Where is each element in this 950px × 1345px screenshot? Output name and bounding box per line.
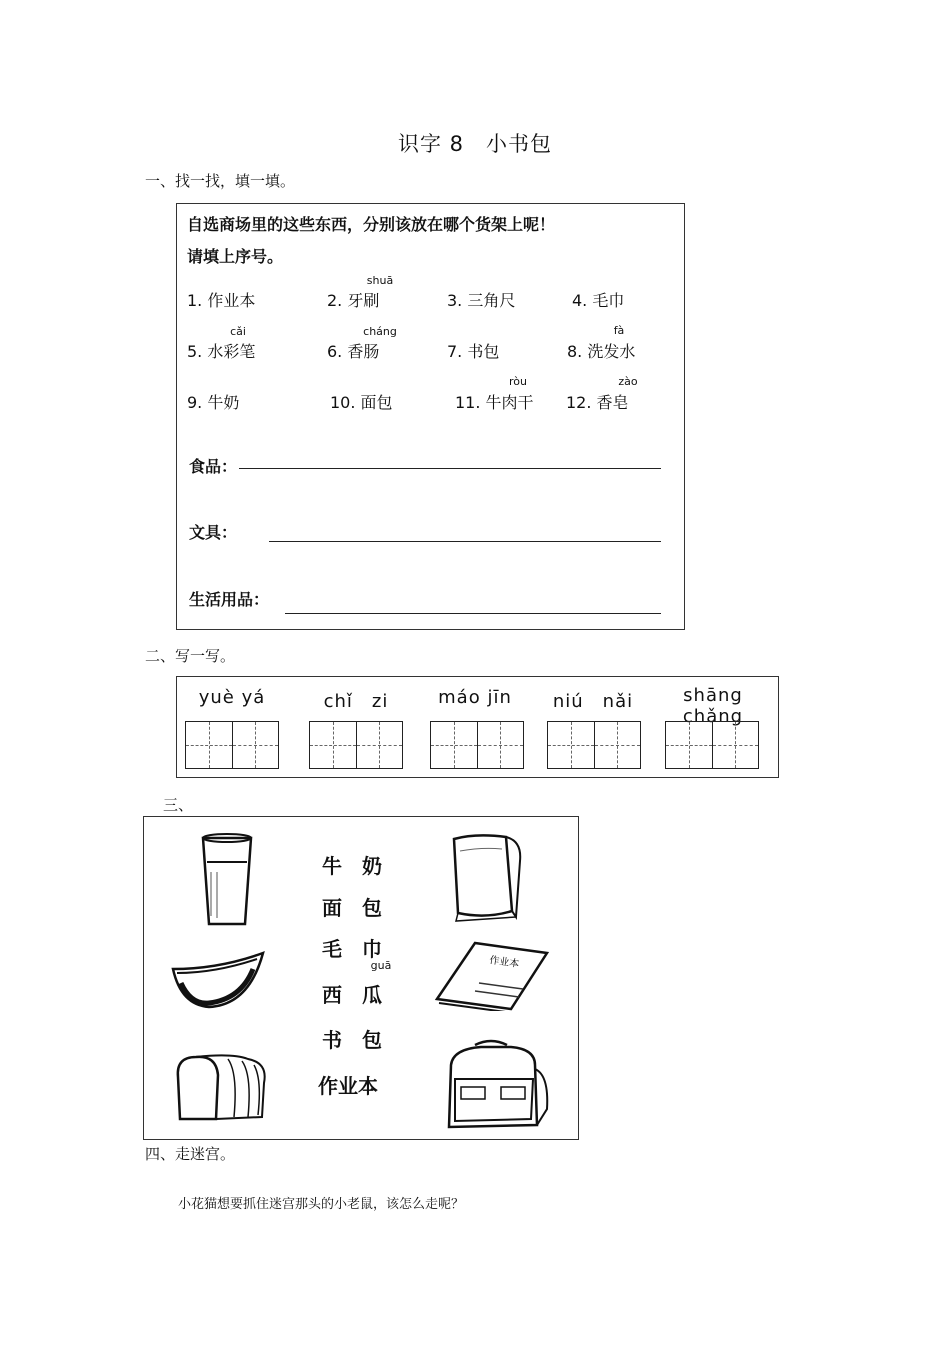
writing-grid-1[interactable] <box>185 721 279 769</box>
stationery-answer-line[interactable] <box>269 541 661 542</box>
item-2: 2. 牙刷 <box>327 291 380 310</box>
item-8: 8. 洗发水 <box>567 342 636 361</box>
item-7: 7. 书包 <box>447 342 500 361</box>
match-word-watermelon: 西 瓜 <box>322 983 382 1007</box>
section4-heading: 四、走迷宫。 <box>145 1145 236 1163</box>
food-answer-line[interactable] <box>239 468 661 469</box>
match-word-schoolbag: 书 包 <box>322 1028 382 1052</box>
pinyin-word-3: máo jīn <box>438 687 512 708</box>
writing-grid-4[interactable] <box>547 721 641 769</box>
watermelon-icon <box>169 949 269 1011</box>
milk-glass-icon <box>199 832 255 928</box>
section2-box <box>176 676 779 778</box>
section3-heading: 三、 <box>163 796 194 814</box>
section3-box <box>143 816 579 1140</box>
match-word-notebook: 作业本 <box>318 1074 378 1098</box>
item-5: 5. 水彩笔 <box>187 342 256 361</box>
item-1: 1. 作业本 <box>187 291 256 310</box>
pinyin-8: fà <box>613 324 625 337</box>
maze-question: 小花猫想要抓住迷宫那头的小老鼠，该怎么走呢？ <box>178 1197 465 1212</box>
school-bag-icon <box>441 1039 551 1133</box>
match-word-bread: 面 包 <box>322 896 382 920</box>
match-word-milk: 牛 奶 <box>322 854 382 878</box>
item-3: 3. 三角尺 <box>447 291 516 310</box>
towel-icon <box>446 831 526 927</box>
pinyin-12: zào <box>618 375 638 388</box>
notebook-icon <box>431 939 551 1011</box>
item-10: 10. 面包 <box>330 393 393 412</box>
section2-heading: 二、写一写。 <box>145 647 236 665</box>
writing-grid-2[interactable] <box>309 721 403 769</box>
pinyin-2: shuā <box>366 274 394 287</box>
pinyin-word-4: niú nǎi <box>552 691 634 712</box>
instruction-line-2: 请填上序号。 <box>187 247 284 266</box>
pinyin-word-5: shāng chǎng <box>682 685 744 727</box>
writing-grid-5[interactable] <box>665 721 759 769</box>
section1-box <box>176 203 685 630</box>
instruction-line-1: 自选商场里的这些东西，分别该放在哪个货架上呢！ <box>187 215 556 234</box>
pinyin-11: ròu <box>509 375 527 388</box>
pinyin-5: cǎi <box>230 325 246 338</box>
writing-grid-3[interactable] <box>430 721 524 769</box>
item-11: 11. 牛肉干 <box>455 393 534 412</box>
match-pinyin-gua: guā <box>370 959 392 972</box>
section1-heading: 一、找一找，填一填。 <box>145 172 296 190</box>
item-12: 12. 香皂 <box>566 393 629 412</box>
bread-icon <box>172 1049 272 1123</box>
daily-answer-line[interactable] <box>285 613 661 614</box>
pinyin-word-2: chǐ zi <box>323 691 389 712</box>
category-food: 食品： <box>189 457 238 476</box>
category-daily: 生活用品： <box>189 590 270 609</box>
pinyin-6: cháng <box>363 325 397 338</box>
item-9: 9. 牛奶 <box>187 393 240 412</box>
item-4: 4. 毛巾 <box>572 291 625 310</box>
notebook-label: 作业本 <box>488 955 520 971</box>
category-stationery: 文具： <box>189 523 238 542</box>
match-word-towel: 毛 巾 <box>322 937 382 961</box>
item-6: 6. 香肠 <box>327 342 380 361</box>
page-title: 识字 8 小书包 <box>397 132 553 156</box>
pinyin-word-1: yuè yá <box>198 687 266 708</box>
